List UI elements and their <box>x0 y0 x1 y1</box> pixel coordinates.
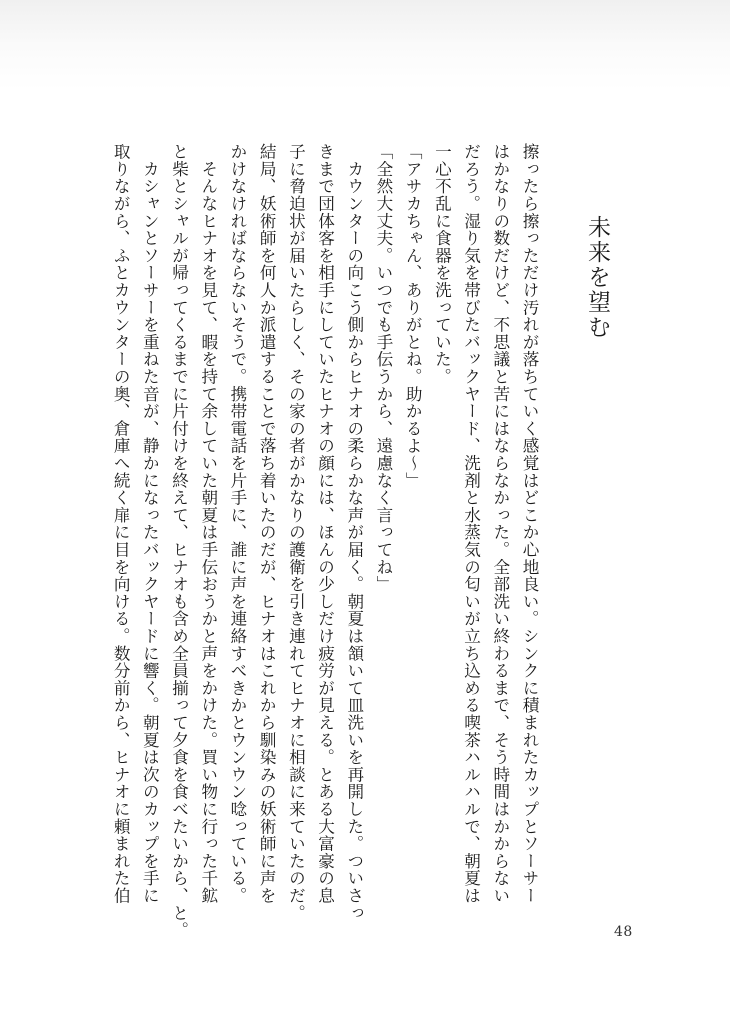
text-line: だろう。湿り気を帯びたバックヤード、洗剤と水蒸気の匂いが立ち込める喫茶ハルハルで、朝夏は <box>461 143 481 905</box>
text-line: 一心不乱に食器を洗っていた。 <box>432 143 452 386</box>
scan-shadow <box>0 0 730 90</box>
text-line: 「アサカちゃん、ありがとね。助かるよ〜」 <box>403 143 423 489</box>
text-line: そんなヒナオを見て、暇を持て余していた朝夏は手伝おうかと声をかけた。買い物に行った千鉱 <box>198 143 218 905</box>
text-line: カウンターの向こう側からヒナオの柔らかな声が届く。朝夏は頷いて皿洗いを再開した。ついさっ <box>344 143 364 922</box>
text-line: きまで団体客を相手にしていたヒナオの顔には、ほんの少しだけ疲労が見える。とある大富豪の息 <box>315 143 335 905</box>
text-line: 子に脅迫状が届いたらしく、その家の者がかなりの護衛を引き連れてヒナオに相談に来ていたのだ。 <box>286 143 306 922</box>
text-line: かけなければならないそうで。携帯電話を片手に、誰に声を連絡すべきかとウンウン唸っている。 <box>227 143 247 905</box>
text-line: 取りながら、ふとカウンターの奥、倉庫へ続く扉に目を向ける。数分前から、ヒナオに頼まれた伯 <box>111 143 131 905</box>
page-number: 48 <box>614 924 633 940</box>
text-line: カシャンとソーサーを重ねた音が、静かになったバックヤードに響く。朝夏は次のカップを手に <box>140 143 160 905</box>
text-line: 擦ったら擦っただけ汚れが落ちていく感覚はどこか心地良い。シンクに積まれたカップとソーサー <box>520 143 539 905</box>
text-line: 「全然大丈夫。いつでも手伝うから、遠慮なく言ってね」 <box>373 143 393 593</box>
text-line: と柴とシャルが帰ってくるまでに片付けを終えて、ヒナオも含め全員揃って夕食を食べたいから、と。 <box>169 143 189 939</box>
text-line: 結局、妖術師を何人か派遣することで落ち着いたのだが、ヒナオはこれから馴染みの妖術師に声を <box>257 143 277 905</box>
body-text <box>4 143 544 939</box>
chapter-title: 未来を望む <box>584 215 610 340</box>
text-line: はかなりの数だけど、不思議と苦にはならなかった。全部洗い終わるまで、そう時間はかからない <box>490 143 510 905</box>
